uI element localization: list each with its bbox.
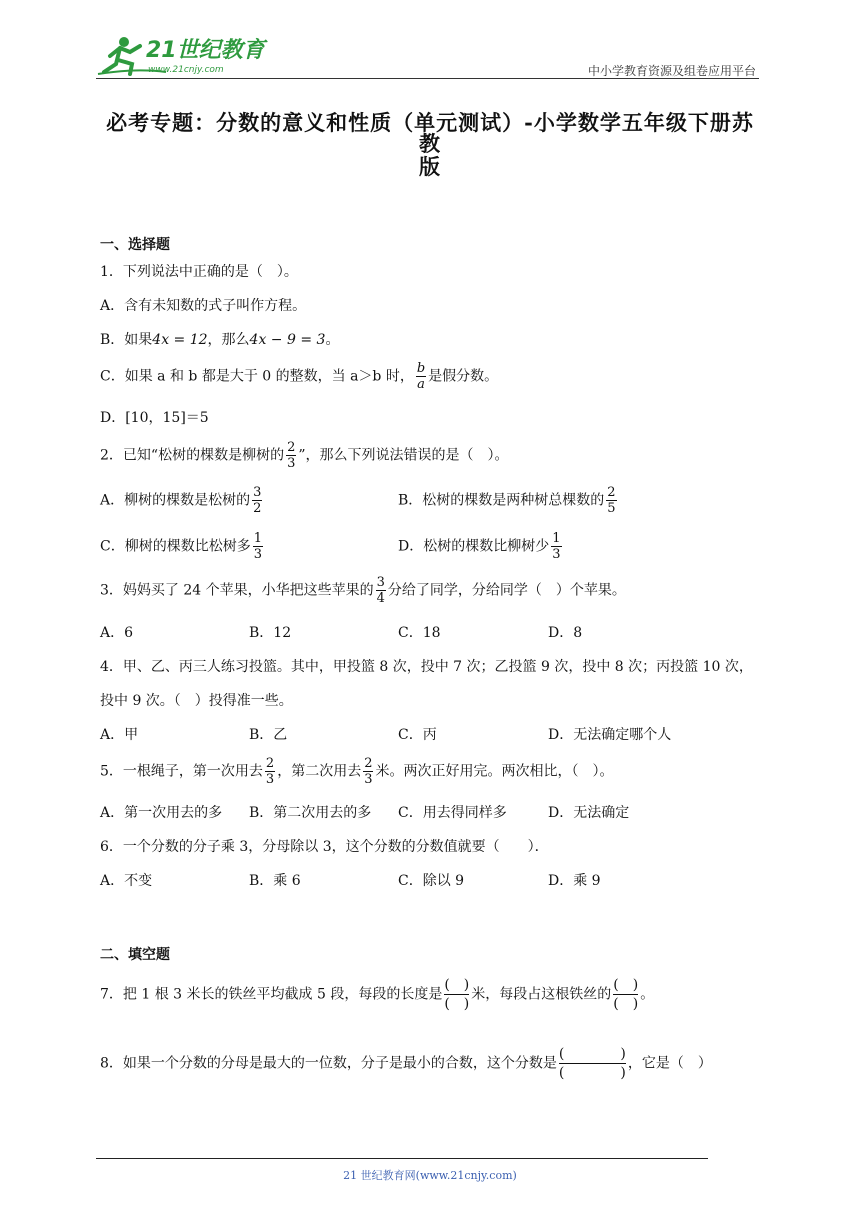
- q1-option-a: A．含有未知数的式子叫作方程。: [100, 298, 307, 314]
- q3-stem-fraction: [376, 576, 386, 605]
- q2-option-a: [100, 486, 264, 515]
- q2-stem-suffix: ”，那么下列说法错误的是（ ）。: [298, 447, 509, 464]
- q7-prefix: 7．把 1 根 3 米长的铁丝平均截成 5 段，每段的长度是: [100, 986, 443, 1003]
- q2-a-denominator: 2: [253, 501, 262, 516]
- q5-denominator-1: 3: [265, 772, 275, 787]
- q5-stem-middle: ，第二次用去: [277, 763, 362, 780]
- section-heading-choice: 一、选择题: [100, 237, 170, 253]
- footer-divider: [96, 1158, 708, 1159]
- q5-option-c: C．用去得同样多: [398, 805, 507, 821]
- q3-option-a: A．6: [100, 625, 134, 641]
- q5-stem-prefix: 5．一根绳子，第一次用去: [100, 763, 263, 780]
- header-platform-name: 中小学教育资源及组卷应用平台: [587, 64, 756, 78]
- q8-blank-numerator[interactable]: ( ): [558, 1046, 626, 1062]
- q4-option-a: A．甲: [100, 727, 139, 743]
- q1-option-b: [100, 333, 339, 347]
- q5-numerator-1: 2: [265, 756, 275, 771]
- q6-option-d: D．乘 9: [548, 873, 601, 889]
- q5-stem: [100, 757, 613, 786]
- q5-fraction-1: [265, 757, 275, 786]
- q7-stem: [100, 978, 654, 1011]
- q4-option-d: D．无法确定哪个人: [548, 727, 672, 743]
- q2-c-denominator: 3: [253, 547, 262, 562]
- q8-suffix: ，它是（ ）: [627, 1055, 712, 1072]
- q2-stem-denominator: 3: [287, 456, 296, 471]
- q3-stem-numerator: 3: [376, 575, 385, 590]
- q7-blank-denominator-1[interactable]: ( ): [444, 996, 470, 1012]
- q1-b-equation1: 4x = 12: [152, 332, 208, 348]
- q1-b-equation2: 4x − 9 = 3: [249, 332, 326, 348]
- q6-option-a: A．不变: [100, 873, 153, 889]
- q3-stem-prefix: 3．妈妈买了 24 个苹果，小华把这些苹果的: [100, 582, 374, 599]
- q2-stem: [100, 441, 509, 470]
- logo-url: www.21cnjy.com: [148, 65, 224, 75]
- q1-stem: 1．下列说法中正确的是（ ）。: [100, 264, 298, 280]
- q2-a-text: A．柳树的棵数是松树的: [100, 492, 251, 509]
- q2-stem-prefix: 2．已知“松树的棵数是柳树的: [100, 447, 285, 464]
- q2-b-fraction: [606, 486, 616, 515]
- q2-d-text: D．松树的棵数比柳树少: [398, 538, 550, 555]
- q5-fraction-2: [363, 757, 373, 786]
- q2-b-denominator: 5: [607, 501, 616, 516]
- q8-stem: [100, 1047, 712, 1080]
- footer-source[interactable]: 21 世纪教育网(www.21cnjy.com): [343, 1169, 517, 1182]
- q2-option-d: [398, 532, 564, 561]
- q5-option-a: A．第一次用去的多: [100, 805, 223, 821]
- q4-option-c: C．丙: [398, 727, 437, 743]
- q1-c-fraction: [416, 362, 426, 391]
- q1-option-c: [100, 362, 498, 391]
- q8-blank-denominator[interactable]: ( ): [558, 1065, 626, 1081]
- q3-stem-denominator: 4: [376, 591, 385, 606]
- q7-blank-fraction-2[interactable]: [613, 978, 638, 1011]
- q6-option-c: C．除以 9: [398, 873, 465, 889]
- q7-blank-numerator-2[interactable]: ( ): [613, 977, 639, 993]
- q2-d-numerator: 1: [552, 531, 561, 546]
- q8-blank-fraction[interactable]: [559, 1047, 626, 1080]
- logo-text: 21世纪教育: [146, 38, 265, 63]
- q1-c-suffix: 是假分数。: [428, 368, 499, 385]
- section-heading-fill: 二、填空题: [100, 947, 170, 963]
- q7-blank-numerator-1[interactable]: ( ): [444, 977, 470, 993]
- q2-stem-numerator: 2: [287, 440, 296, 455]
- q5-stem-suffix: 米。两次正好用完。两次相比，（ ）。: [375, 763, 614, 780]
- q2-b-text: B．松树的棵数是两种树总棵数的: [398, 492, 605, 509]
- q1-b-middle: ，那么: [207, 332, 250, 348]
- q2-stem-fraction: [286, 441, 296, 470]
- q3-option-c: C．18: [398, 625, 441, 641]
- q6-stem: 6．一个分数的分子乘 3，分母除以 3，这个分数的分数值就要（ ）．: [100, 839, 549, 855]
- q4-stem-line2: 投中 9 次。（ ）投得准一些。: [100, 693, 293, 709]
- q2-d-fraction: [551, 532, 561, 561]
- q3-option-b: B．12: [249, 625, 292, 641]
- q7-middle: 米，每段占这根铁丝的: [471, 986, 612, 1003]
- q1-c-numerator: b: [416, 361, 426, 376]
- q5-option-b: B．第二次用去的多: [249, 805, 372, 821]
- q2-option-c: [100, 532, 265, 561]
- q8-prefix: 8．如果一个分数的分母是最大的一位数，分子是最小的合数，这个分数是: [100, 1055, 557, 1072]
- q7-blank-fraction-1[interactable]: [444, 978, 469, 1011]
- page-title-line2: 版: [419, 154, 441, 179]
- q1-b-suffix: 。: [325, 332, 340, 348]
- q2-d-denominator: 3: [552, 547, 561, 562]
- q7-blank-denominator-2[interactable]: ( ): [613, 996, 639, 1012]
- q2-a-numerator: 3: [253, 485, 262, 500]
- q6-option-b: B．乘 6: [249, 873, 301, 889]
- q4-option-b: B．乙: [249, 727, 288, 743]
- q2-c-fraction: [253, 532, 263, 561]
- q3-option-d: D．8: [548, 625, 583, 641]
- q5-option-d: D．无法确定: [548, 805, 630, 821]
- q1-c-prefix: C．如果 a 和 b 都是大于 0 的整数，当 a＞b 时，: [100, 368, 414, 385]
- q7-suffix: 。: [640, 986, 655, 1003]
- q5-denominator-2: 3: [364, 772, 373, 787]
- q2-b-numerator: 2: [607, 485, 616, 500]
- q1-option-d: D．[10，15]＝5: [100, 410, 209, 426]
- q5-numerator-2: 2: [364, 756, 373, 771]
- q2-a-fraction: [252, 486, 262, 515]
- q3-stem-suffix: 分给了同学，分给同学（ ）个苹果。: [387, 582, 626, 599]
- q3-stem: [100, 576, 626, 605]
- q1-c-denominator: a: [417, 377, 425, 392]
- page-title-line1: 必考专题：分数的意义和性质（单元测试）-小学数学五年级下册苏教: [106, 110, 754, 156]
- q2-c-text: C．柳树的棵数比松树多: [100, 538, 251, 555]
- q4-stem-line1: 4．甲、乙、丙三人练习投篮。其中，甲投篮 8 次，投中 7 次；乙投篮 9 次，投中 8 次；丙投篮 10 次，: [100, 659, 753, 675]
- q2-option-b: [398, 486, 619, 515]
- site-logo: [96, 34, 276, 78]
- q2-c-numerator: 1: [253, 531, 262, 546]
- header-divider: [96, 78, 759, 79]
- q1-b-prefix: B．如果: [100, 332, 153, 348]
